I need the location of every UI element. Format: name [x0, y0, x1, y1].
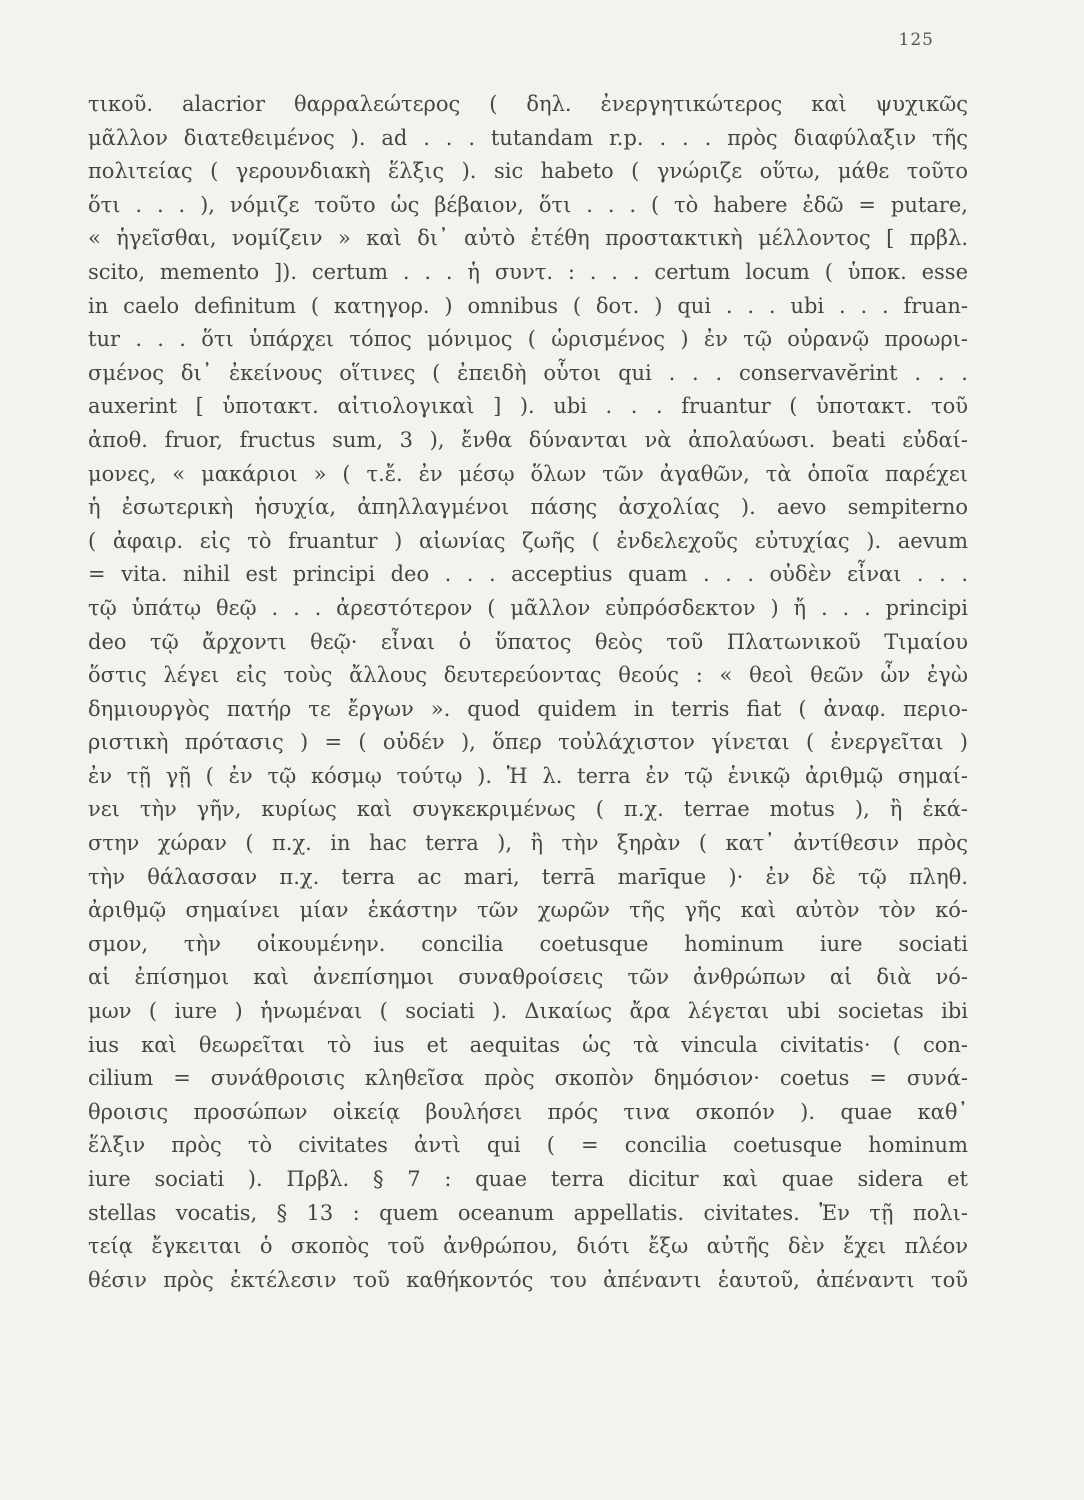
- text-line: ἀποθ. fruor, fructus sum, 3 ), ἔνθα δύνανται νὰ ἀπολαύωσι. beati εὐδαί-: [88, 427, 968, 452]
- text-line: τείᾳ ἔγκειται ὁ σκοπὸς τοῦ ἀνθρώπου, διότι ἔξω αὐτῆς δὲν ἔχει πλέον: [88, 1234, 968, 1259]
- text-line: σμον, τὴν οἰκουμένην. concilia coetusque hominum iure sociati: [88, 931, 968, 956]
- text-line: stellas vocatis, § 13 : quem oceanum appellatis. civitates. Ἐν τῇ πολι-: [88, 1200, 968, 1225]
- text-line: ὅστις λέγει εἰς τοὺς ἄλλους δευτερεύοντας θεούς : « θεοὶ θεῶν ὧν ἐγὼ: [88, 663, 968, 688]
- text-line: « ἡγεῖσθαι, νομίζειν » καὶ δι᾽ αὐτὸ ἐτέθη προστακτικὴ μέλλοντος [ πρβλ.: [88, 226, 968, 251]
- text-line: μᾶλλον διατεθειμένος ). ad . . . tutandam r.p. . . . πρὸς διαφύλαξιν τῆς: [88, 125, 968, 150]
- text-line: σμένος δι᾽ ἐκείνους οἵτινες ( ἐπειδὴ οὗτοι qui . . . conservavĕrint . . .: [88, 360, 968, 385]
- text-line: ὅτι . . . ), νόμιζε τοῦτο ὡς βέβαιον, ὅτι . . . ( τὸ habere ἐδῶ = putare,: [88, 192, 968, 217]
- text-line: τικοῦ. alacrior θαρραλεώτερος ( δηλ. ἐνεργητικώτερος καὶ ψυχικῶς: [88, 92, 968, 116]
- text-line: τῷ ὑπάτῳ θεῷ . . . ἀρεστότερον ( μᾶλλον εὐπρόσδεκτον ) ἤ . . . principi: [88, 595, 968, 620]
- text-line: ἕλξιν πρὸς τὸ civitates ἀντὶ qui ( = concilia coetusque hominum: [88, 1133, 968, 1158]
- text-line: ius καὶ θεωρεῖται τὸ ius et aequitas ὡς τὰ vincula civitatis· ( con-: [88, 1032, 968, 1057]
- text-line: scito, memento ]). certum . . . ἡ συντ. : . . . certum locum ( ὑποκ. esse: [88, 259, 968, 284]
- text-line: θέσιν πρὸς ἐκτέλεσιν τοῦ καθήκοντός του ἀπέναντι ἑαυτοῦ, ἀπέναντι τοῦ: [88, 1267, 968, 1292]
- text-line: αἱ ἐπίσημοι καὶ ἀνεπίσημοι συναθροίσεις τῶν ἀνθρώπων αἱ διὰ νό-: [88, 965, 968, 990]
- text-line: θροισις προσώπων οἰκείᾳ βουλήσει πρός τινα σκοπόν ). quae καθ᾽: [88, 1099, 968, 1124]
- text-line: tur . . . ὅτι ὑπάρχει τόπος μόνιμος ( ὡρισμένος ) ἐν τῷ οὐρανῷ προωρι-: [88, 327, 968, 352]
- text-line: στην χώραν ( π.χ. in hac terra ), ἢ τὴν ξηρὰν ( κατ᾽ ἀντίθεσιν πρὸς: [88, 831, 968, 856]
- text-line: ἡ ἐσωτερικὴ ἡσυχία, ἀπηλλαγμένοι πάσης ἀσχολίας ). aevo sempiterno: [88, 495, 968, 520]
- commentary-text: [88, 88, 968, 1297]
- text-line: ἀριθμῷ σημαίνει μίαν ἑκάστην τῶν χωρῶν τῆς γῆς καὶ αὐτὸν τὸν κό-: [88, 898, 968, 923]
- text-line: cilium = συνάθροισις κληθεῖσα πρὸς σκοπὸν δημόσιον· coetus = συνά-: [88, 1066, 968, 1091]
- text-line: deo τῷ ἄρχοντι θεῷ· εἶναι ὁ ὕπατος θεὸς τοῦ Πλατωνικοῦ Τιμαίου: [88, 629, 968, 654]
- text-line: ριστικὴ πρότασις ) = ( οὐδέν ), ὅπερ τοὐλάχιστον γίνεται ( ἐνεργεῖται ): [88, 730, 968, 755]
- text-line: ( ἀφαιρ. εἰς τὸ fruantur ) αἰωνίας ζωῆς ( ἐνδελεχοῦς εὐτυχίας ). aevum: [88, 528, 968, 553]
- text-line: ἐν τῇ γῇ ( ἐν τῷ κόσμῳ τούτῳ ). Ἡ λ. terra ἐν τῷ ἑνικῷ ἀριθμῷ σημαί-: [88, 763, 968, 788]
- text-line: = vita. nihil est principi deo . . . acceptius quam . . . οὐδὲν εἶναι . . .: [88, 562, 968, 587]
- text-line: auxerint [ ὑποτακτ. αἰτιολογικαὶ ] ). ubi . . . fruantur ( ὑποτακτ. τοῦ: [88, 394, 968, 419]
- text-line: in caelo definitum ( κατηγορ. ) omnibus ( δοτ. ) qui . . . ubi . . . fruan-: [88, 293, 968, 318]
- text-line: πολιτείας ( γερουνδιακὴ ἕλξις ). sic habeto ( γνώριζε οὕτω, μάθε τοῦτο: [88, 159, 968, 184]
- text-line: μων ( iure ) ἡνωμέναι ( sociati ). Δικαίως ἄρα λέγεται ubi societas ibi: [88, 999, 968, 1024]
- text-line: δημιουργὸς πατήρ τε ἔργων ». quod quidem in terris fiat ( ἀναφ. περιο-: [88, 696, 968, 721]
- text-line: νει τὴν γῆν, κυρίως καὶ συγκεκριμένως ( π.χ. terrae motus ), ἢ ἑκά-: [88, 797, 968, 822]
- page-number: 125: [898, 30, 934, 50]
- text-line: τὴν θάλασσαν π.χ. terra ac mari, terrā marīque )· ἐν δὲ τῷ πληθ.: [88, 864, 968, 889]
- text-line: iure sociati ). Πρβλ. § 7 : quae terra dicitur καὶ quae sidera et: [88, 1167, 968, 1191]
- text-line: μονες, « μακάριοι » ( τ.ἔ. ἐν μέσῳ ὅλων τῶν ἀγαθῶν, τὰ ὁποῖα παρέχει: [88, 461, 968, 486]
